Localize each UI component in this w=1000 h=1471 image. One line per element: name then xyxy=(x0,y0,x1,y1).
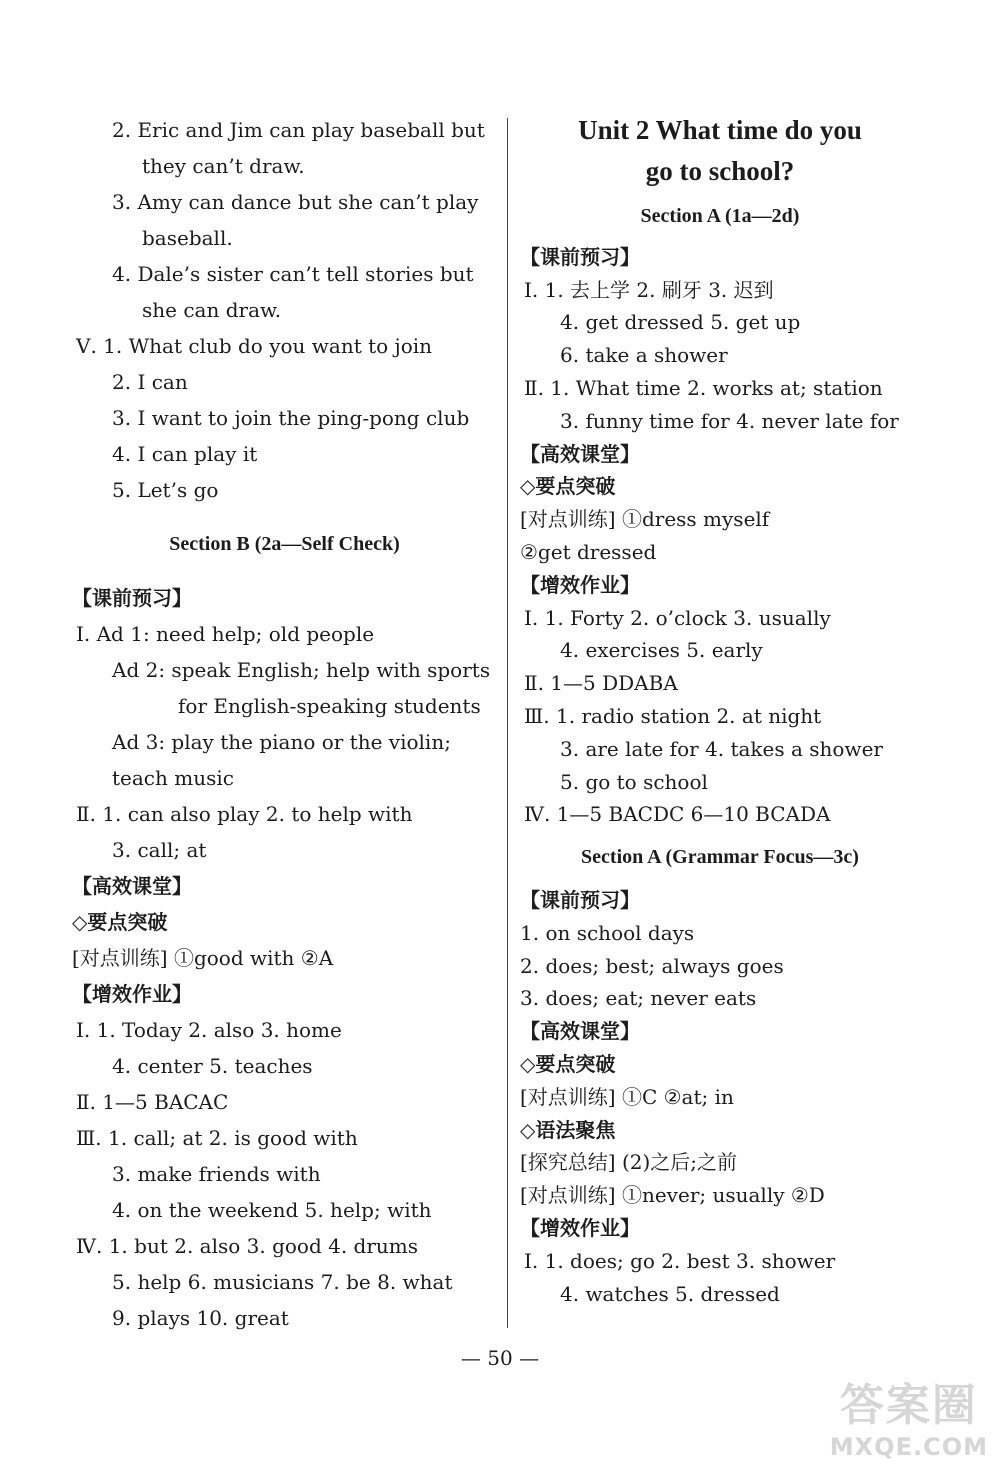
answer-line: 2. Eric and Jim can play baseball but xyxy=(112,118,485,142)
answer-line: 5. Let’s go xyxy=(112,478,219,502)
answer-line: 4. watches 5. dressed xyxy=(560,1281,780,1306)
section-heading: Section A (1a—2d) xyxy=(640,205,800,227)
left-column xyxy=(72,112,497,1336)
answer-line: teach music xyxy=(112,766,234,790)
answer-line: Ⅰ. 1. Today 2. also 3. home xyxy=(76,1018,342,1042)
subcategory-heading: ◇语法聚焦 xyxy=(520,1117,616,1142)
unit-title: Unit 2 What time do you xyxy=(578,115,862,145)
answer-line: Ⅰ. Ad 1: need help; old people xyxy=(76,622,375,646)
answer-line: 3. call; at xyxy=(112,838,207,862)
category-heading: 【课前预习】 xyxy=(520,887,640,912)
category-heading: 【课前预习】 xyxy=(520,244,640,269)
watermark-url: MXQE.COM xyxy=(829,1433,988,1461)
category-heading: 【高效课堂】 xyxy=(520,441,640,466)
answer-line: 4. center 5. teaches xyxy=(112,1054,313,1078)
answer-line: 3. I want to join the ping-pong club xyxy=(112,406,470,430)
answer-line: Ⅱ. 1—5 DDABA xyxy=(524,671,678,696)
answer-line: 2. I can xyxy=(112,370,188,394)
category-heading: 【增效作业】 xyxy=(520,572,640,597)
answer-line: 4. Dale’s sister can’t tell stories but xyxy=(112,262,474,286)
answer-line: 3. Amy can dance but she can’t play xyxy=(112,190,479,214)
answer-line: Ⅱ. 1. What time 2. works at; station xyxy=(524,375,883,400)
answer-line: Ⅳ. 1. but 2. also 3. good 4. drums xyxy=(76,1234,419,1258)
section-heading: Section B (2a—Self Check) xyxy=(169,533,400,555)
column-divider xyxy=(507,118,508,1328)
answer-line: Ad 2: speak English; help with sports xyxy=(112,658,491,682)
answer-line: Ⅲ. 1. radio station 2. at night xyxy=(524,703,822,728)
category-heading: 【课前预习】 xyxy=(72,586,192,610)
answer-line: [探究总结] (2)之后;之前 xyxy=(520,1150,738,1175)
category-heading: 【增效作业】 xyxy=(72,982,192,1006)
watermark-logo xyxy=(830,1369,988,1461)
answer-line: 3. are late for 4. takes a shower xyxy=(560,736,883,761)
answer-line: she can draw. xyxy=(142,298,282,322)
subcategory-heading: ◇要点突破 xyxy=(520,474,616,499)
answer-line: 3. funny time for 4. never late for xyxy=(560,408,899,433)
answer-line: Ⅰ. 1. does; go 2. best 3. shower xyxy=(524,1248,836,1273)
answer-line: Ⅱ. 1. can also play 2. to help with xyxy=(76,802,413,826)
answer-line: [对点训练] ①never; usually ②D xyxy=(520,1183,825,1208)
answer-line: they can’t draw. xyxy=(142,154,305,178)
subcategory-heading: ◇要点突破 xyxy=(72,910,168,934)
answer-line: Ⅱ. 1—5 BACAC xyxy=(76,1090,229,1114)
answer-line: 4. I can play it xyxy=(112,442,258,466)
answer-line: Ⅳ. 1—5 BACDC 6—10 BCADA xyxy=(524,802,831,827)
category-heading: 【高效课堂】 xyxy=(520,1019,640,1044)
answer-line: 5. go to school xyxy=(560,769,708,794)
category-heading: 【增效作业】 xyxy=(520,1215,640,1240)
answer-line: [对点训练] ①C ②at; in xyxy=(520,1084,734,1109)
answer-line: [对点训练] ①dress myself xyxy=(520,507,770,532)
answer-line: 6. take a shower xyxy=(560,343,728,368)
answer-line: 1. on school days xyxy=(520,920,695,945)
answer-line: Ⅰ. 1. 去上学 2. 刷牙 3. 迟到 xyxy=(524,277,774,302)
answer-line: for English-speaking students xyxy=(178,694,481,718)
answer-line: 4. exercises 5. early xyxy=(560,638,763,663)
answer-line: Ⅴ. 1. What club do you want to join xyxy=(76,334,433,358)
unit-title: go to school? xyxy=(645,156,795,186)
answer-line: 5. help 6. musicians 7. be 8. what xyxy=(112,1270,453,1294)
answer-line: [对点训练] ①good with ②A xyxy=(72,946,334,970)
answer-line: 3. make friends with xyxy=(112,1162,321,1186)
answer-line: Ⅲ. 1. call; at 2. is good with xyxy=(76,1126,358,1150)
answer-line: 4. on the weekend 5. help; with xyxy=(112,1198,432,1222)
answer-line: 9. plays 10. great xyxy=(112,1306,289,1330)
right-column xyxy=(520,110,920,1310)
section-heading: Section A (Grammar Focus—3c) xyxy=(581,846,859,869)
answer-line: 3. does; eat; never eats xyxy=(520,986,757,1011)
subcategory-heading: ◇要点突破 xyxy=(520,1051,616,1076)
answer-line: Ad 3: play the piano or the violin; xyxy=(112,730,451,754)
answer-line: ②get dressed xyxy=(520,539,657,564)
answer-line: baseball. xyxy=(142,226,233,250)
answer-line: Ⅰ. 1. Forty 2. o’clock 3. usually xyxy=(524,605,831,630)
answer-line: 2. does; best; always goes xyxy=(520,953,784,978)
watermark-text: 答案圈 xyxy=(839,1380,978,1431)
page-number: — 50 — xyxy=(460,1346,540,1370)
answer-line: 4. get dressed 5. get up xyxy=(560,310,801,335)
category-heading: 【高效课堂】 xyxy=(72,874,192,898)
